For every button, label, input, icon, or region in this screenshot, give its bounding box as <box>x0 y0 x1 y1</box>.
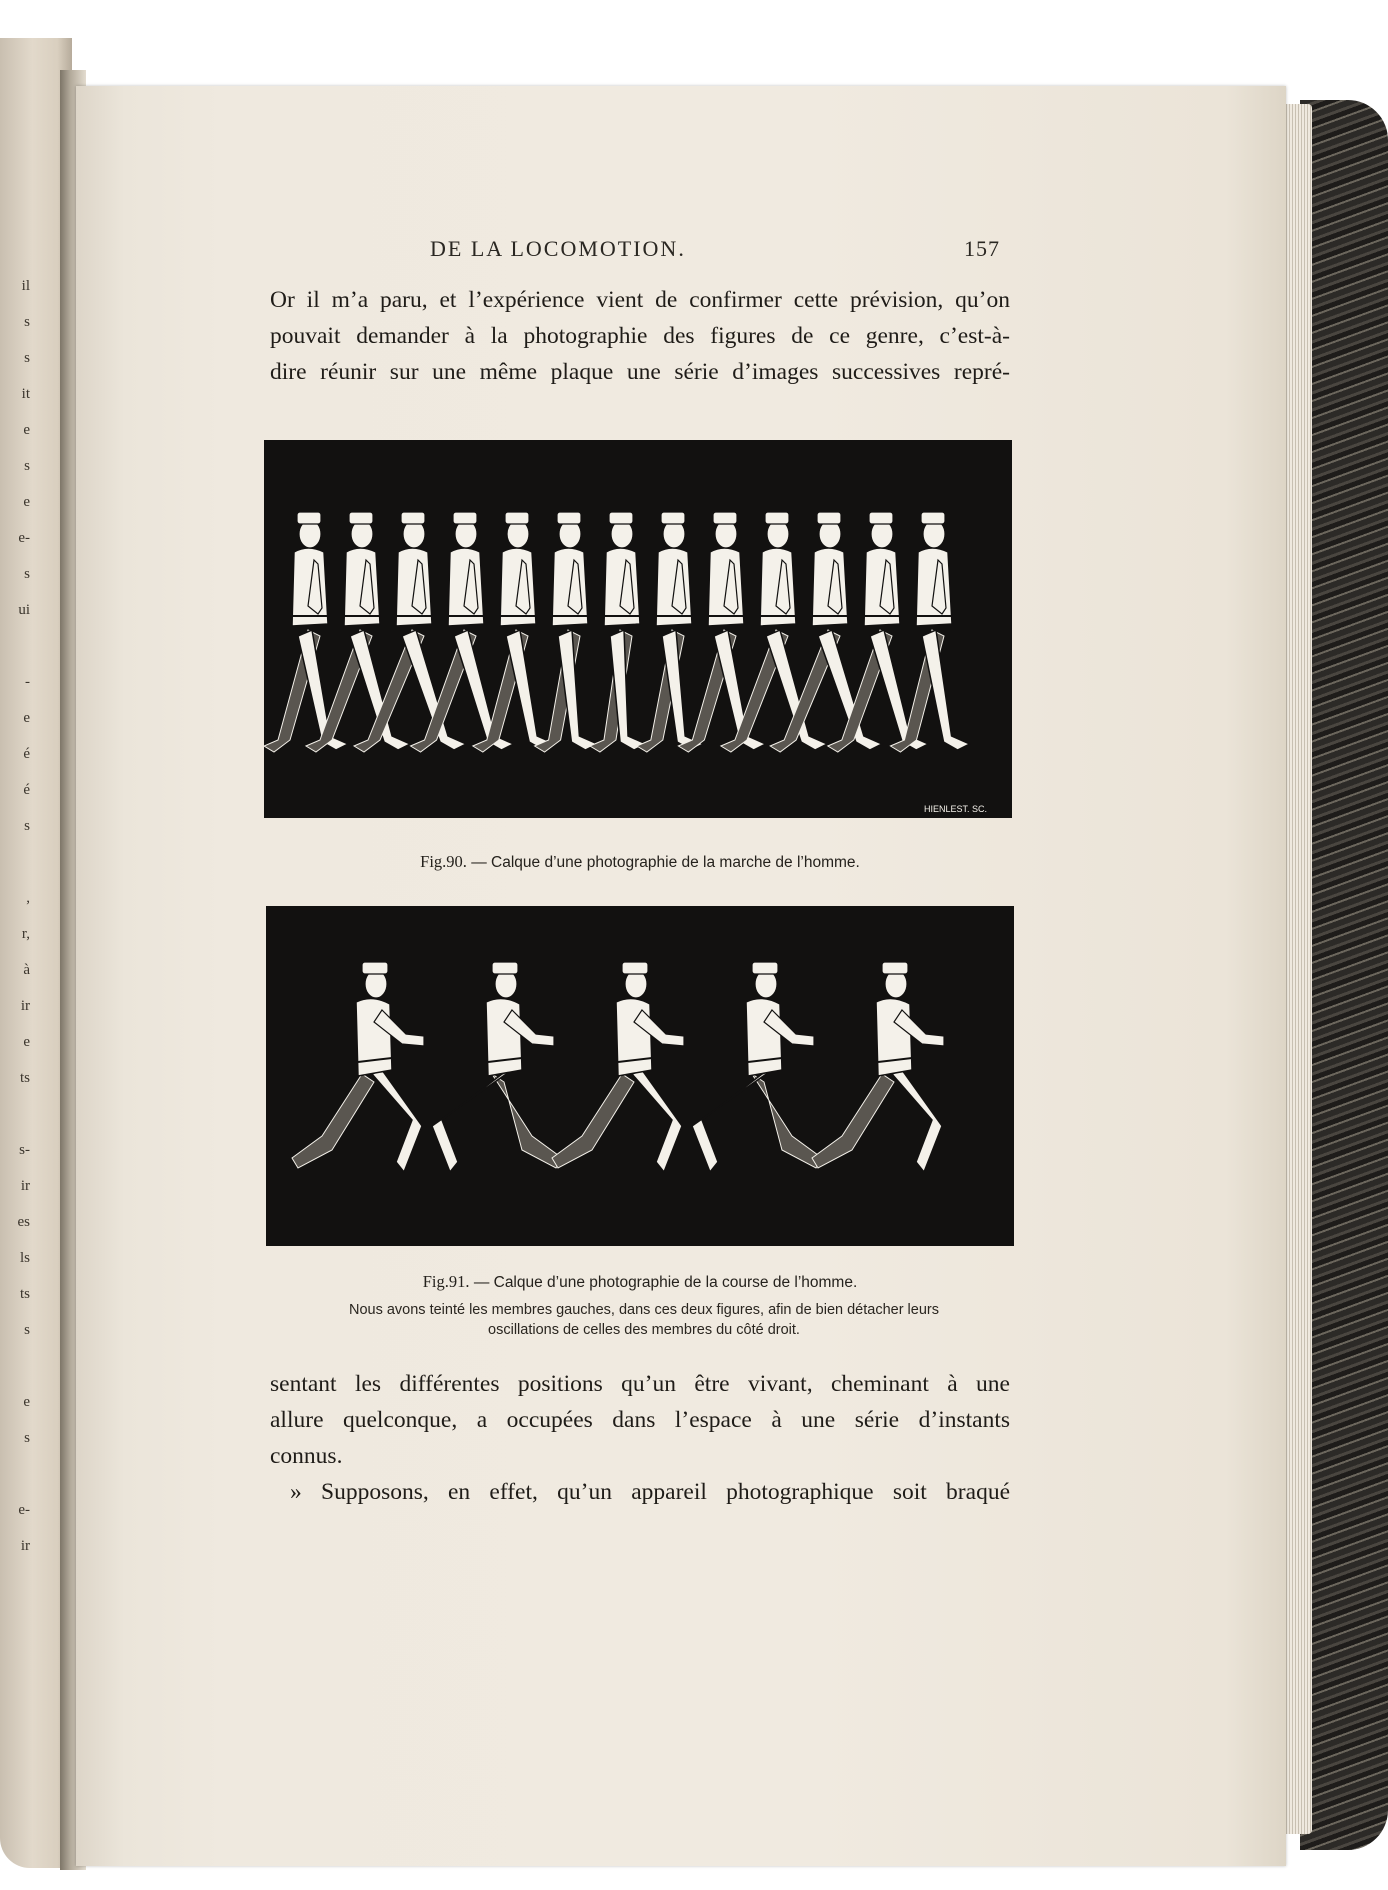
cap <box>297 512 321 524</box>
text-line: pouvait demander à la photographie des figures de ce genre, c’est-à- <box>270 323 1010 349</box>
edge-letter: ir <box>20 1538 30 1554</box>
edge-letter: it <box>21 386 30 402</box>
edge-letter: ts <box>19 1286 30 1302</box>
edge-letter: s <box>24 818 30 834</box>
cap <box>492 962 518 974</box>
text-line: allure quelconque, a occupées dans l’espace à une série d’instants <box>270 1407 1010 1433</box>
walking-man <box>637 512 703 752</box>
running-man <box>292 962 424 1172</box>
edge-letter: ui <box>18 602 30 618</box>
text-line: dire réunir sur une même plaque une série d’images successives repré- <box>270 359 1010 385</box>
text-line: » Supposons, en effet, qu’un appareil photographique soit braqué <box>290 1479 1010 1505</box>
left-page-text-fragments <box>0 268 30 1568</box>
running-head <box>430 236 1000 262</box>
figure-90-caption <box>270 852 1010 872</box>
text-line: Or il m’a paru, et l’expérience vient de confirmer cette prévision, qu’on <box>270 287 1010 313</box>
paragraph-bottom <box>270 1366 1010 1510</box>
left-leg <box>492 1074 562 1168</box>
edge-letter <box>0 1456 30 1492</box>
torso <box>486 998 522 1076</box>
cap <box>713 512 737 524</box>
cap <box>349 512 373 524</box>
cap <box>661 512 685 524</box>
edge-letter: s <box>24 314 30 330</box>
edge-letter: e- <box>18 1502 30 1518</box>
edge-letter: ir <box>20 1178 30 1194</box>
edge-letter: e <box>23 710 30 726</box>
running-figures-drawing <box>266 906 1014 1246</box>
running-man <box>432 962 562 1172</box>
edge-letter: e <box>23 1034 30 1050</box>
cap <box>622 962 648 974</box>
edge-letter <box>0 844 30 880</box>
running-man <box>552 962 684 1172</box>
edge-letter: e <box>23 1394 30 1410</box>
edge-letter: ls <box>19 1250 30 1266</box>
edge-letter: es <box>17 1214 30 1230</box>
edge-letter: e <box>23 422 30 438</box>
left-leg <box>812 1074 894 1168</box>
edge-letter: s <box>24 1322 30 1338</box>
running-man <box>692 962 822 1172</box>
cap <box>557 512 581 524</box>
edge-letter: à <box>23 962 30 978</box>
cap <box>882 962 908 974</box>
edge-letter: e- <box>18 530 30 546</box>
cap <box>401 512 425 524</box>
cap <box>921 512 945 524</box>
figure-90-caption-text: — Calque d’une photographie de la marche de l’homme. <box>471 854 860 871</box>
right-leg <box>632 1070 682 1172</box>
figure-91-caption-text: — Calque d’une photographie de la course de l’homme. <box>473 1274 858 1291</box>
book-cover-edge <box>1300 100 1388 1850</box>
torso <box>876 998 912 1076</box>
figure-91-number: Fig.91. <box>422 1272 470 1291</box>
edge-letter: s <box>24 1430 30 1446</box>
text-line: sentant les différentes positions qu’un être vivant, cheminant à une <box>270 1371 1010 1397</box>
cap <box>869 512 893 524</box>
cap <box>609 512 633 524</box>
figure-90-walking-illustration <box>264 440 1012 818</box>
walking-man <box>770 512 882 752</box>
edge-letter: il <box>21 278 30 294</box>
cap <box>453 512 477 524</box>
edge-letter: ts <box>19 1070 30 1086</box>
right-leg <box>506 630 555 750</box>
walking-man <box>590 512 646 752</box>
torso <box>356 998 392 1076</box>
edge-letter: s <box>24 458 30 474</box>
edge-letter: é <box>23 746 30 762</box>
engraver-signature: HIENLEST. SC. <box>924 804 988 814</box>
left-leg <box>752 1074 822 1168</box>
text-line: connus. <box>270 1443 343 1469</box>
torso <box>746 998 782 1076</box>
page-number: 157 <box>964 236 1000 261</box>
edge-letter: s- <box>19 1142 30 1158</box>
edge-letter: é <box>23 782 30 798</box>
left-leg <box>292 1074 374 1168</box>
edge-letter: s <box>24 566 30 582</box>
edge-letter: ir <box>20 998 30 1014</box>
edge-letter <box>0 1096 30 1132</box>
edge-letter <box>0 628 30 664</box>
figure-90-number: Fig.90. <box>420 852 467 871</box>
cap <box>765 512 789 524</box>
edge-letter: s <box>24 350 30 366</box>
figure-91-caption <box>270 1272 1010 1292</box>
figures-note-line: oscillations de celles des membres du côté droit. <box>488 1322 800 1338</box>
cap <box>817 512 841 524</box>
walking-man <box>535 512 598 752</box>
figures-note <box>270 1300 1018 1340</box>
edge-letter: r, <box>21 926 30 942</box>
cap <box>505 512 529 524</box>
walking-figures-drawing <box>264 440 1012 818</box>
edge-letter <box>0 1348 30 1384</box>
torso <box>616 998 652 1076</box>
figures-note-line: Nous avons teinté les membres gauches, dans ces deux figures, afin de bien détacher leurs <box>348 1302 939 1318</box>
running-head-title: DE LA LOCOMOTION. <box>430 236 686 261</box>
edge-letter: - <box>25 674 30 690</box>
edge-letter: e <box>23 494 30 510</box>
right-leg <box>372 1070 422 1172</box>
left-leg <box>552 1074 634 1168</box>
paragraph-top <box>270 282 1010 390</box>
right-leg <box>892 1070 942 1172</box>
cap <box>752 962 778 974</box>
figure-91-running-illustration <box>266 906 1014 1246</box>
cap <box>362 962 388 974</box>
edge-letter: , <box>26 890 30 906</box>
running-man <box>812 962 944 1172</box>
walking-man <box>354 512 466 752</box>
